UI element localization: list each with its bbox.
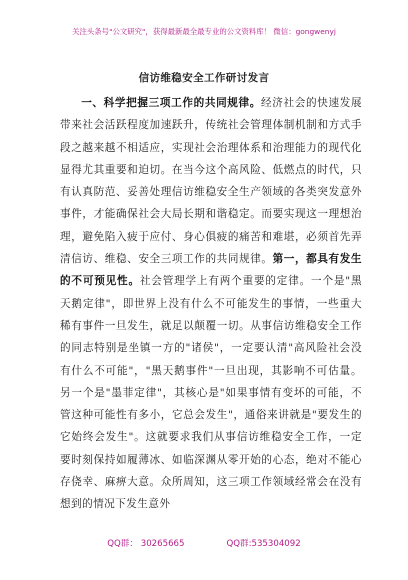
document-body [60, 92, 362, 516]
footer-qq-group-2: QQ群:535304092 [226, 539, 301, 549]
paragraph-text-2: 社会管理学上有两个重要的定律。一个是"黑天鹅定律"，即世界上没有什么不可能发生的事情，一些重大稀有事件一旦发生，就足以颠覆一切。从事信访维稳安全工作的同志特别是坐镇一方的"诸侯"，一定要认清"高风险社会没有什么不可能"，"黑天鹅事件"一旦出现，其影响不可估量。另一个是"墨菲定律"，其核心是"如果事情有变坏的可能，不管这种可能性有多小，它总会发生"，通俗来讲就是"要发生的它始终会发生"。这就要求我们从事信访维稳安全工作，一定要时刻保持如履薄冰、如临深渊从零开始的心态，绝对不能心存侥幸、麻痹大意。众所周知，这三项工作领域经常会在没有想到的情况下发生意外 [60, 275, 362, 511]
document-title: 信访维稳安全工作研讨发言 [138, 72, 270, 84]
section-heading-2: 第一，都具有发生的不可预见性。 [60, 253, 362, 288]
paragraph-text-1: 经济社会的快速发展带来社会活跃程度加速跃升，传统社会管理体制机制和方式手段之越来越不相适应，实现社会治理体系和治理能力的现代化显得尤其重要和迫切。在当今这个高风险、低燃点的时代，只有认真防范、妥善处理信访维稳安全生产领域的各类突发意外事件，才能确保社会大局长期和谐稳定。而要实现这一理想治理，避免陷入疲于应付、身心俱疲的痛苦和难堪，必须首先弄清信访、维稳、安全三项工作的共同规律。 [60, 97, 362, 266]
header-notice: 关注头条号"公文研究"，获得最新最全最专业的公文资料库！ 微信：gongwenyj [72, 27, 336, 36]
footer-qq-group-1: QQ群： 30265665 [107, 539, 185, 549]
footer-contact [0, 537, 408, 549]
section-heading-1: 一、科学把握三项工作的共同规律。 [81, 97, 262, 109]
